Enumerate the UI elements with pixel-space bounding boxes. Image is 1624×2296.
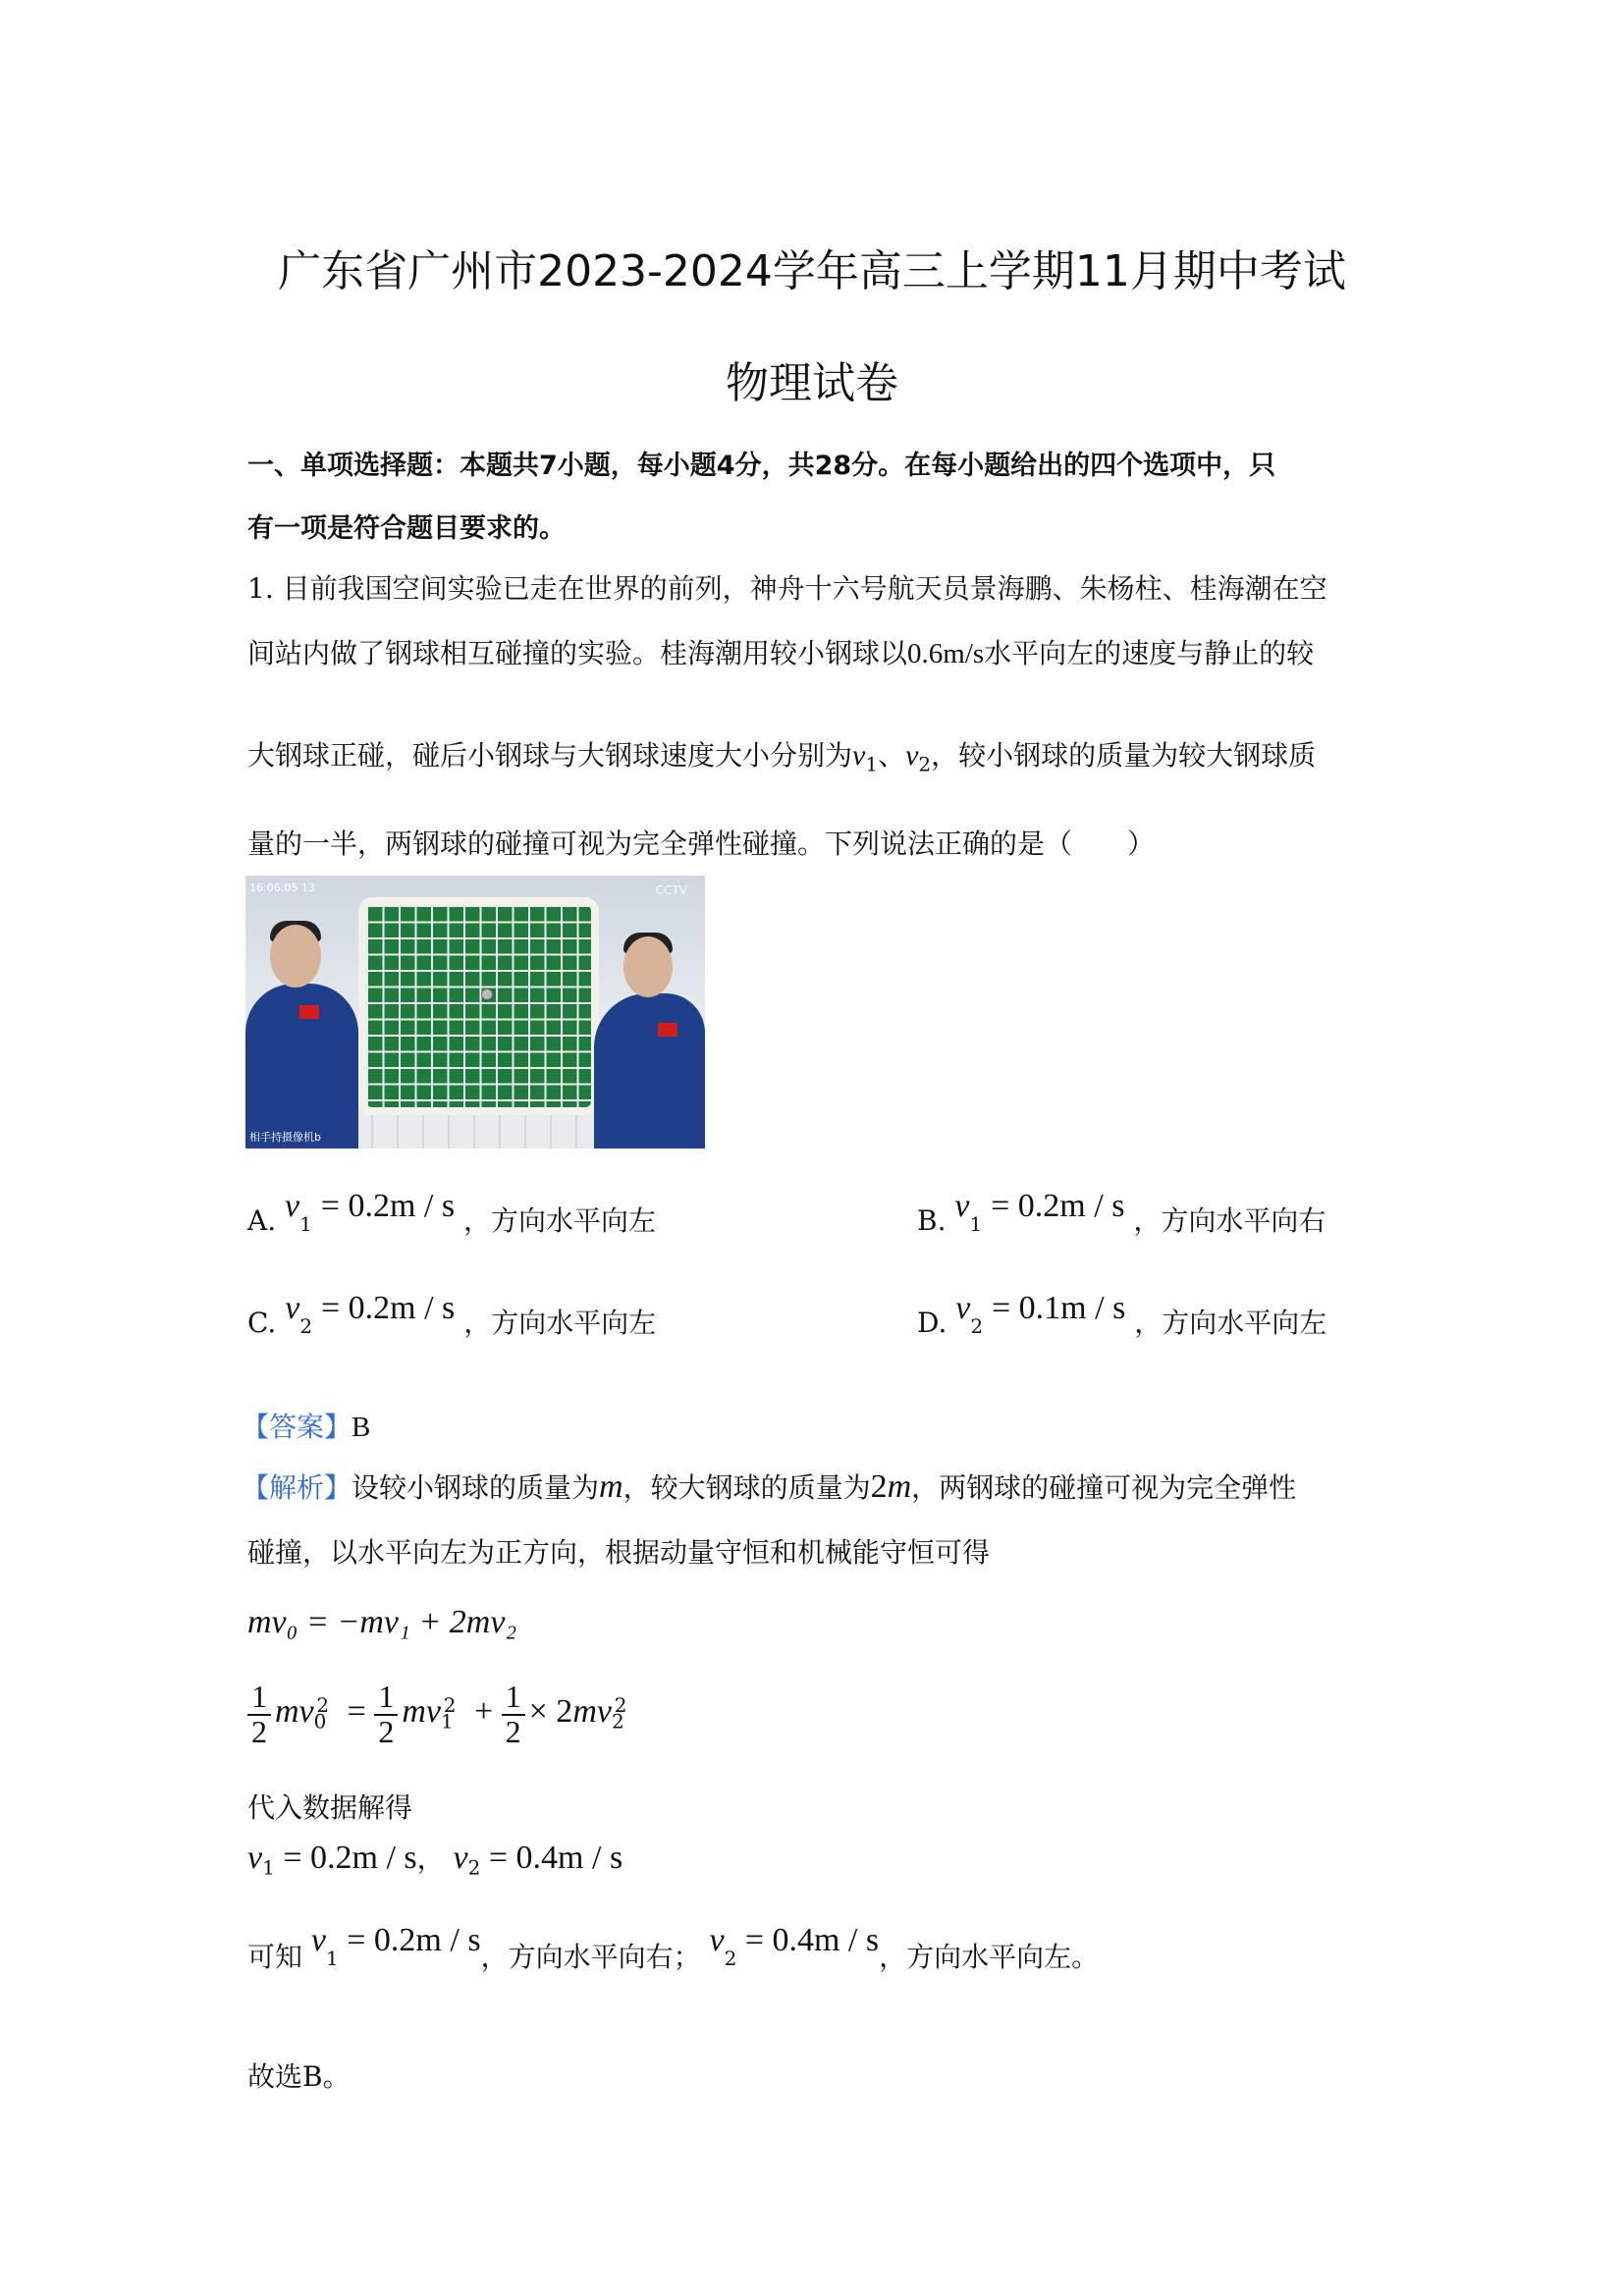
question-line3-start: 大钢球正碰，碰后小钢球与大钢球速度大小分别为 [247,739,853,772]
option-text: ，方向水平向左 [463,1307,657,1339]
question-line2-end: 水平向左的速度与静止的较 [984,637,1315,669]
analysis-line1: 【解析】设较小钢球的质量为m，较大钢球的质量为2m，两钢球的碰撞可视为完全弹性 [242,1468,1297,1505]
option-value: = 0.2m / s [991,1188,1125,1224]
analysis-text: 设较小钢球的质量为 [352,1471,600,1504]
option-text: ，方向水平向左 [1134,1307,1327,1339]
answer-tag: 【答案】 [242,1411,352,1443]
analysis-text: ，较大钢球的质量为 [623,1471,871,1504]
option-a: A. $v_1 = 0.2m / s$ ，方向水平向左 [247,1188,656,1237]
flag-icon [658,1023,677,1037]
analysis-text: ，两钢球的碰撞可视为完全弹性 [911,1471,1297,1504]
astronaut-photo [245,876,705,1148]
initial-speed: 0.6m/s [907,638,985,669]
photo-timestamp: 16:06:05 13 [249,881,315,894]
option-value: = 0.2m / s [320,1188,456,1224]
question-line1: 1. 目前我国空间实验已走在世界的前列，神舟十六号航天员景海鹏、朱杨柱、桂海潮在空 [247,572,1327,605]
analysis-tag: 【解析】 [242,1471,352,1504]
option-value: = 0.1m / s [992,1290,1126,1326]
grid-board [358,897,599,1115]
option-letter: A. [247,1204,277,1237]
equation-energy: $\frac{1}{2}$ $mv_0^2$ = $\frac{1}{2}$ $mv_1^2$ + $\frac{1}{2}$ × $2mv_2^2$ [247,1681,636,1748]
question-line3-end: ，较小钢球的质量为较大钢球质 [931,739,1317,772]
photo-caption: 相手持摄像机b [249,1131,321,1144]
known-prefix: 可知 [247,1941,303,1973]
steel-ball-icon [481,988,493,1000]
option-text: ，方向水平向右 [1133,1204,1326,1237]
option-b: B. $v_1 = 0.2m / s$ ，方向水平向右 [917,1188,1326,1237]
known-line: 可知 $v_1 = 0.2m / s$，方向水平向右； $v_2 = 0.4m / s$，方向水平向左。 [247,1922,1100,1973]
section-heading-line2: 有一项是符合题目要求的。 [247,513,566,544]
question-line2 [247,632,1314,671]
known-direction-2: ，方向水平向左。 [879,1941,1100,1973]
substitute-line: 代入数据解得 [247,1791,413,1824]
title-line1: 广东省广州市2023-2024学年高三上学期11月期中考试 [278,246,1346,296]
question-line2-start: 间站内做了钢球相互碰撞的实验。桂海潮用较小钢球以 [247,637,908,669]
option-d: D. $v_2 = 0.1m / s$ ，方向水平向左 [917,1290,1327,1339]
answer-value: B [352,1412,371,1443]
solution-line: $v_1 = 0.2m / s$， $v_2 = 0.4m / s$ [247,1840,623,1880]
title-line2: 物理试卷 [726,358,898,408]
question-line3: 大钢球正碰，碰后小钢球与大钢球速度大小分别为$v_1$、$v_2$，较小钢球的质量为较大钢球质 [247,739,1317,776]
equation-momentum [247,1604,516,1641]
option-letter: B. [917,1204,947,1237]
question-line4: 量的一半，两钢球的碰撞可视为完全弹性碰撞。下列说法正确的是（ ） [247,828,1156,860]
astronaut-right [594,993,705,1148]
section-heading-line1: 一、单项选择题：本题共7小题，每小题4分，共28分。在每小题给出的四个选项中，只 [247,451,1276,481]
conclusion-line: 故选B。 [247,2060,351,2093]
option-letter: C. [247,1307,277,1339]
answer-line [242,1406,370,1445]
flag-icon [299,1005,319,1019]
known-direction-1: ，方向水平向右； [480,1941,701,1973]
analysis-line2: 碰撞，以水平向左为正方向，根据动量守恒和机械能守恒可得 [247,1536,991,1569]
option-c: C. $v_2 = 0.2m / s$ ，方向水平向左 [247,1290,657,1339]
option-letter: D. [917,1307,947,1339]
cctv-logo: CCTV [655,883,687,897]
momentum-equation: mv₀ = −mv₁ + 2mv₂ [247,1604,517,1640]
option-value: = 0.2m / s [320,1290,456,1326]
option-text: ，方向水平向左 [462,1204,656,1237]
